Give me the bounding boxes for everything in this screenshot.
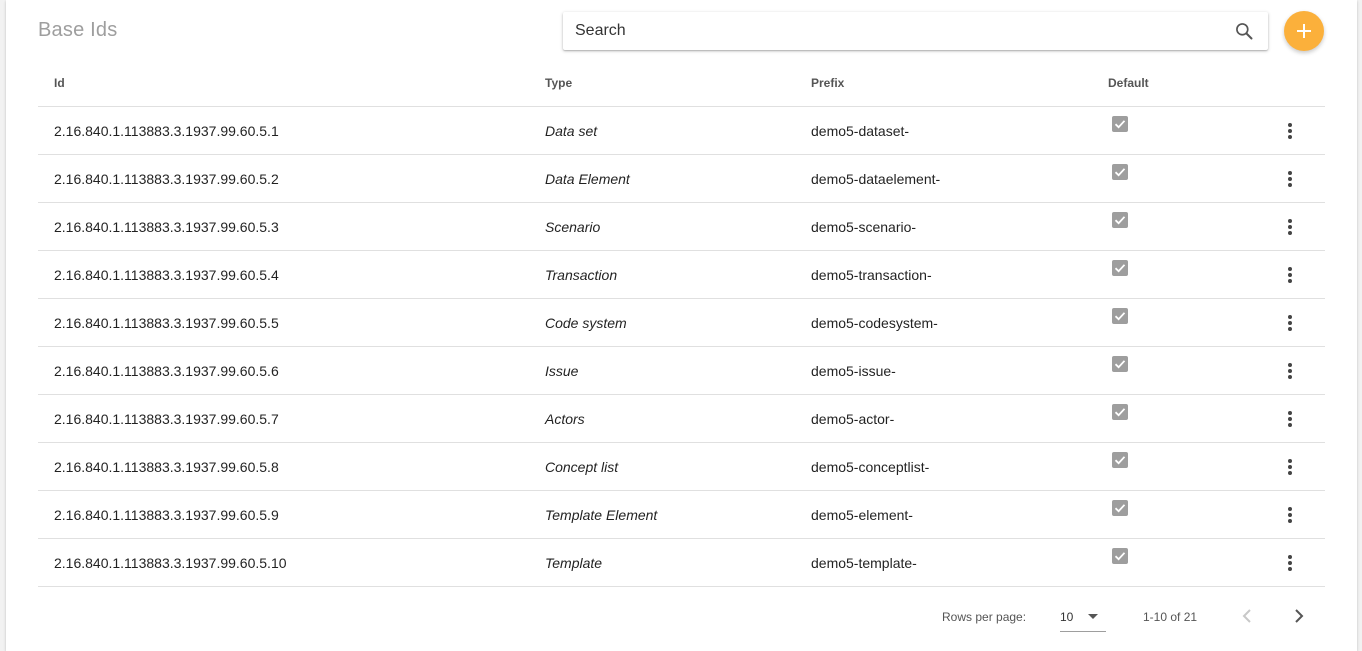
checkbox-checked-icon[interactable] (1112, 500, 1128, 516)
chevron-left-icon (1236, 604, 1260, 628)
checkbox-checked-icon[interactable] (1112, 212, 1128, 228)
table-row[interactable] (38, 155, 1325, 203)
cell-id: 2.16.840.1.113883.3.1937.99.60.5.4 (54, 267, 279, 283)
cell-type: Code system (545, 315, 627, 331)
more-vert-icon (1278, 311, 1302, 335)
search-icon[interactable] (1234, 21, 1254, 41)
search-box (563, 12, 1268, 50)
cell-type: Concept list (545, 459, 619, 475)
cell-type: Issue (545, 363, 579, 379)
table-pagination (38, 588, 1325, 645)
add-base-id-button[interactable] (1284, 11, 1324, 51)
cell-prefix: demo5-codesystem- (811, 315, 938, 331)
row-menu-button[interactable] (1278, 167, 1302, 191)
row-menu-button[interactable] (1278, 503, 1302, 527)
checkbox-checked-icon[interactable] (1112, 404, 1128, 420)
checkbox-checked-icon[interactable] (1112, 116, 1128, 132)
cell-id: 2.16.840.1.113883.3.1937.99.60.5.3 (54, 219, 279, 235)
column-header-id[interactable]: Id (54, 76, 65, 90)
cell-type: Actors (545, 411, 585, 427)
page-title: Base Ids (38, 19, 118, 41)
checkbox-checked-icon[interactable] (1112, 356, 1128, 372)
chevron-right-icon (1286, 604, 1310, 628)
column-header-prefix[interactable]: Prefix (811, 76, 845, 90)
table-row[interactable] (38, 491, 1325, 539)
table-body (38, 107, 1325, 587)
more-vert-icon (1278, 167, 1302, 191)
cell-id: 2.16.840.1.113883.3.1937.99.60.5.1 (54, 123, 279, 139)
row-menu-button[interactable] (1278, 215, 1302, 239)
plus-icon (1294, 21, 1314, 41)
checkbox-checked-icon[interactable] (1112, 452, 1128, 468)
more-vert-icon (1278, 551, 1302, 575)
cell-prefix: demo5-conceptlist- (811, 459, 930, 475)
more-vert-icon (1278, 503, 1302, 527)
row-menu-button[interactable] (1278, 455, 1302, 479)
cell-prefix: demo5-transaction- (811, 267, 932, 283)
cell-type: Template (545, 555, 603, 571)
next-page-button[interactable] (1286, 604, 1310, 628)
row-menu-button[interactable] (1278, 119, 1302, 143)
table-row[interactable] (38, 443, 1325, 491)
row-menu-button[interactable] (1278, 263, 1302, 287)
cell-id: 2.16.840.1.113883.3.1937.99.60.5.6 (54, 363, 279, 379)
cell-prefix: demo5-issue- (811, 363, 896, 379)
cell-prefix: demo5-element- (811, 507, 913, 523)
cell-id: 2.16.840.1.113883.3.1937.99.60.5.10 (54, 555, 287, 571)
cell-type: Transaction (545, 267, 618, 283)
cell-prefix: demo5-actor- (811, 411, 895, 427)
table-row[interactable] (38, 251, 1325, 299)
table-row[interactable] (38, 299, 1325, 347)
checkbox-checked-icon[interactable] (1112, 164, 1128, 180)
cell-prefix: demo5-template- (811, 555, 917, 571)
more-vert-icon (1278, 263, 1302, 287)
column-header-default[interactable]: Default (1108, 76, 1149, 90)
table-header (38, 59, 1325, 107)
cell-prefix: demo5-dataelement- (811, 171, 941, 187)
rows-per-page-select[interactable] (1060, 604, 1106, 632)
table-row[interactable] (38, 395, 1325, 443)
checkbox-checked-icon[interactable] (1112, 548, 1128, 564)
cell-prefix: demo5-scenario- (811, 219, 917, 235)
cell-type: Template Element (545, 507, 658, 523)
table-row[interactable] (38, 347, 1325, 395)
cell-type: Data set (545, 123, 598, 139)
more-vert-icon (1278, 215, 1302, 239)
cell-id: 2.16.840.1.113883.3.1937.99.60.5.2 (54, 171, 279, 187)
cell-prefix: demo5-dataset- (811, 123, 910, 139)
more-vert-icon (1278, 119, 1302, 143)
rows-per-page-label: Rows per page: (942, 610, 1027, 624)
table-row[interactable] (38, 539, 1325, 587)
table-row[interactable] (38, 107, 1325, 155)
pagination-range: 1-10 of 21 (1143, 610, 1198, 624)
cell-id: 2.16.840.1.113883.3.1937.99.60.5.5 (54, 315, 279, 331)
base-ids-card (6, 0, 1357, 651)
cell-id: 2.16.840.1.113883.3.1937.99.60.5.9 (54, 507, 279, 523)
checkbox-checked-icon[interactable] (1112, 308, 1128, 324)
row-menu-button[interactable] (1278, 551, 1302, 575)
base-ids-table (38, 59, 1325, 587)
row-menu-button[interactable] (1278, 407, 1302, 431)
more-vert-icon (1278, 407, 1302, 431)
checkbox-checked-icon[interactable] (1112, 260, 1128, 276)
table-row[interactable] (38, 203, 1325, 251)
previous-page-button[interactable] (1236, 604, 1260, 628)
cell-id: 2.16.840.1.113883.3.1937.99.60.5.7 (54, 411, 279, 427)
search-input[interactable] (563, 12, 1213, 50)
row-menu-button[interactable] (1278, 359, 1302, 383)
caret-down-icon (1086, 609, 1100, 623)
cell-type: Data Element (545, 171, 630, 187)
more-vert-icon (1278, 359, 1302, 383)
column-header-type[interactable]: Type (545, 76, 573, 90)
more-vert-icon (1278, 455, 1302, 479)
cell-type: Scenario (545, 219, 601, 235)
row-menu-button[interactable] (1278, 311, 1302, 335)
cell-id: 2.16.840.1.113883.3.1937.99.60.5.8 (54, 459, 279, 475)
rows-per-page-value: 10 (1060, 610, 1074, 624)
